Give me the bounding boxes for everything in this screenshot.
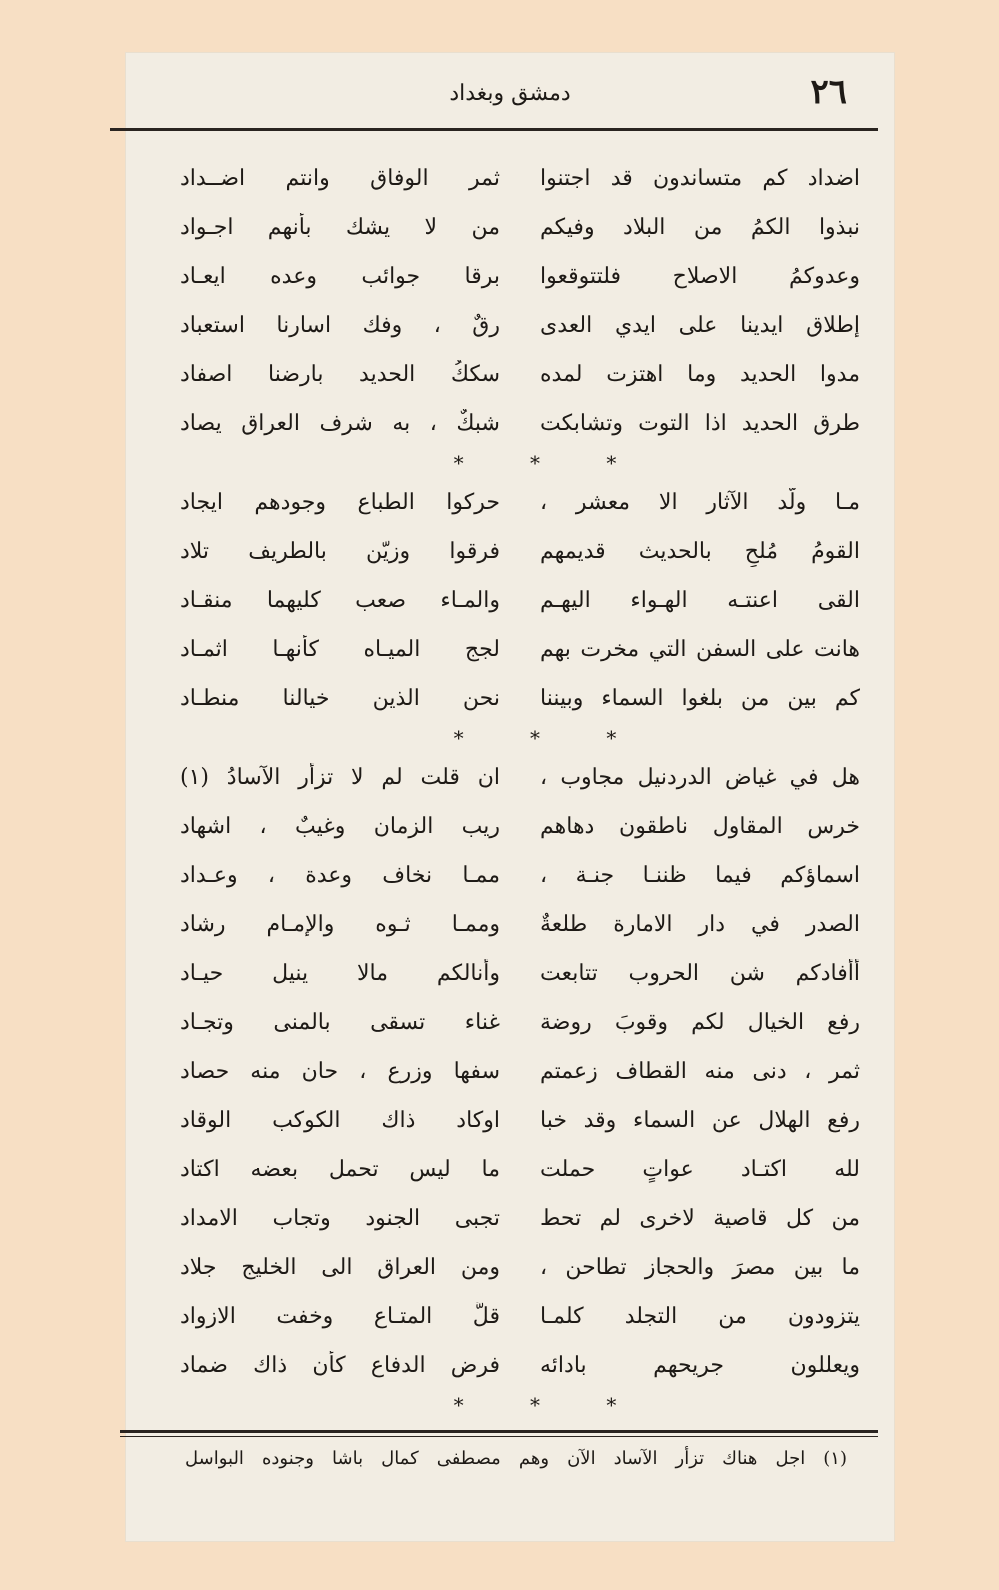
verse-first-hemistich: نبذوا الكمُ من البلاد وفيكم (540, 214, 860, 240)
verse-second-hemistich: نحن الذين خيالنا منطـاد (180, 685, 500, 711)
stanza-separator: * * * (453, 726, 647, 750)
verse-line (180, 399, 860, 448)
verse-line (180, 1341, 860, 1390)
verse-first-hemistich: خرس المقاول ناطقون دهاهم (540, 813, 860, 839)
verse-first-hemistich: إطلاق ايدينا على ايدي العدى (540, 312, 860, 338)
verse-first-hemistich: لله اكتـاد عواتٍ حملت (540, 1156, 860, 1182)
stanza-separator: * * * (453, 451, 647, 475)
verse-second-hemistich: قلَّ المتـاع وخفت الازواد (180, 1303, 500, 1329)
verse-first-hemistich: رفع الهلال عن السماء وقد خبا (540, 1107, 860, 1133)
verse-second-hemistich: وأنالكم مالا ينيل حيـاد (180, 960, 500, 986)
verse-second-hemistich: ان قلت لم لا تزأر الآسادُ (١) (180, 764, 500, 790)
verse-first-hemistich: هانت على السفن التي مخرت بهم (540, 636, 860, 662)
page-header (125, 70, 895, 120)
verse-line (180, 350, 860, 399)
verse-first-hemistich: اضداد كم متساندون قد اجتنوا (540, 165, 860, 191)
verse-line (180, 851, 860, 900)
verse-first-hemistich: من كل قاصية لاخرى لم تحط (540, 1205, 860, 1231)
verse-line (180, 900, 860, 949)
verse-line (180, 753, 860, 802)
book-page (125, 52, 895, 1542)
verse-second-hemistich: فرقوا وزيّن بالطريف تلاد (180, 538, 500, 564)
verse-second-hemistich: فرض الدفاع كأن ذاك ضماد (180, 1352, 500, 1378)
footnote-rule (120, 1430, 878, 1433)
verse-line (180, 949, 860, 998)
verse-second-hemistich: شبكٌ ، به شرف العراق يصاد (180, 410, 500, 436)
verse-first-hemistich: هل في غياض الدردنيل مجاوب ، (540, 764, 860, 790)
verse-line (180, 301, 860, 350)
verse-line (180, 576, 860, 625)
footnote-rule-thin (120, 1436, 878, 1437)
verse-second-hemistich: غناء تسقى بالمنى وتجـاد (180, 1009, 500, 1035)
verse-second-hemistich: ومن العراق الى الخليج جلاد (180, 1254, 500, 1280)
verse-line (180, 154, 860, 203)
verse-line (180, 252, 860, 301)
verse-second-hemistich: برقا جوائب وعده ايعـاد (180, 263, 500, 289)
verse-first-hemistich: ثمر ، دنى منه القطاف زعمتم (540, 1058, 860, 1084)
verse-line (180, 1292, 860, 1341)
verse-first-hemistich: أأفادكم شن الحروب تتابعت (540, 960, 860, 986)
verse-line (180, 1243, 860, 1292)
verse-first-hemistich: ما بين مصرَ والحجاز تطاحن ، (540, 1254, 860, 1280)
verse-second-hemistich: حركوا الطباع وجودهم ايجاد (180, 489, 500, 515)
verse-first-hemistich: طرق الحديد اذا التوت وتشابكت (540, 410, 860, 436)
header-rule (110, 128, 878, 131)
verse-line (180, 998, 860, 1047)
page-number: ٢٦ (810, 72, 847, 112)
verse-second-hemistich: رقٌ ، وفك اسارنا استعباد (180, 312, 500, 338)
verse-first-hemistich: القى اعنتـه الهـواء اليهـم (540, 587, 860, 613)
verse-first-hemistich: ويعللون جريحهم بادائه (540, 1352, 860, 1378)
verse-second-hemistich: ثمر الوفاق وانتم اضــداد (180, 165, 500, 191)
verse-first-hemistich: وعدوكمُ الاصلاح فلتتوقعوا (540, 263, 860, 289)
verse-line (180, 625, 860, 674)
verse-first-hemistich: القومُ مُلحِ بالحديث قديمهم (540, 538, 860, 564)
verse-first-hemistich: مدوا الحديد وما اهتزت لمده (540, 361, 860, 387)
verse-line (180, 527, 860, 576)
verse-first-hemistich: كم بين من بلغوا السماء وبيننا (540, 685, 860, 711)
verse-line (180, 1047, 860, 1096)
verse-second-hemistich: تجبى الجنود وتجاب الامداد (180, 1205, 500, 1231)
verse-second-hemistich: سككُ الحديد بارضنا اصفاد (180, 361, 500, 387)
verse-second-hemistich: اوكاد ذاك الكوكب الوقاد (180, 1107, 500, 1133)
stanza-separator: * * * (453, 1393, 647, 1417)
verse-second-hemistich: سفها وزرع ، حان منه حصاد (180, 1058, 500, 1084)
verse-line (180, 478, 860, 527)
verse-second-hemistich: ممـا نخاف وعدة ، وعـداد (180, 862, 500, 888)
verse-line (180, 674, 860, 723)
verse-second-hemistich: وممـا ثـوه والإمـام رشاد (180, 911, 500, 937)
verse-second-hemistich: لجج الميـاه كأنهـا اثمـاد (180, 636, 500, 662)
verse-first-hemistich: مـا ولّد الآثار الا معشر ، (540, 489, 860, 515)
footnote: (١) اجل هناك تزأر الآساد الآن وهم مصطفى كمال باشا وجنوده البواسل (185, 1448, 847, 1469)
verse-second-hemistich: من لا يشك بأنهم اجـواد (180, 214, 500, 240)
verse-line (180, 1194, 860, 1243)
running-title: دمشق وبغداد (449, 81, 571, 106)
verse-line (180, 1096, 860, 1145)
verse-line (180, 802, 860, 851)
verse-second-hemistich: ما ليس تحمل بعضه اكتاد (180, 1156, 500, 1182)
verse-line (180, 203, 860, 252)
verse-first-hemistich: رفع الخيال لكم وقوبَ روضة (540, 1009, 860, 1035)
poem-body (180, 154, 860, 1420)
verse-line (180, 1145, 860, 1194)
verse-second-hemistich: ريب الزمان وغيبٌ ، اشهاد (180, 813, 500, 839)
verse-first-hemistich: يتزودون من التجلد كلمـا (540, 1303, 860, 1329)
verse-first-hemistich: اسماؤكم فيما ظننـا جنـة ، (540, 862, 860, 888)
verse-first-hemistich: الصدر في دار الامارة طلعةٌ (540, 911, 860, 937)
verse-second-hemistich: والمـاء صعب كليهما منقـاد (180, 587, 500, 613)
